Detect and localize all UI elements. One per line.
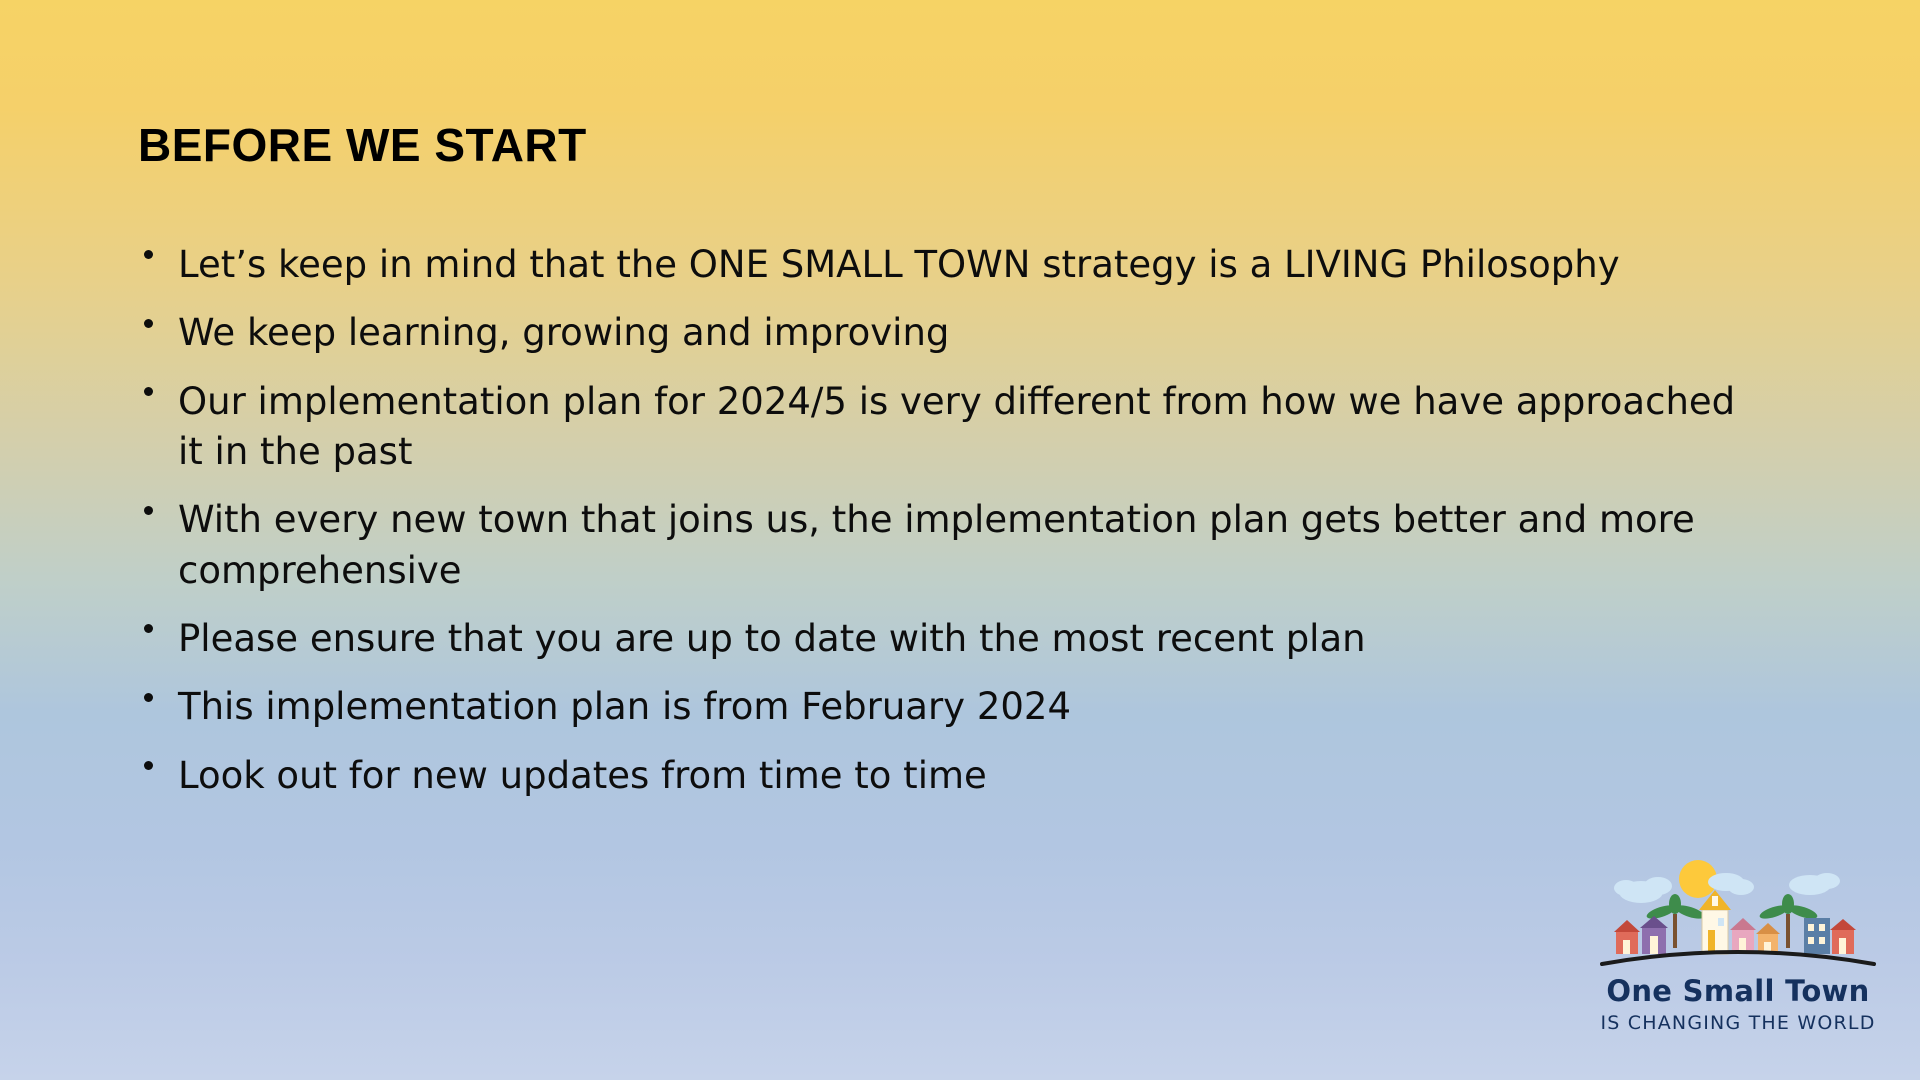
list-item-text: We keep learning, growing and improving: [178, 311, 950, 355]
list-item-text: With every new town that joins us, the implementation plan gets better and more comprehensive: [178, 498, 1695, 592]
list-item-text: Please ensure that you are up to date with the most recent plan: [178, 616, 1366, 660]
bullet-dot-icon: [144, 761, 153, 770]
list-item-text: Our implementation plan for 2024/5 is very different from how we have approached it in the past: [178, 379, 1736, 473]
page-title: BEFORE WE START: [138, 119, 587, 171]
bullet-dot-icon: [144, 387, 153, 396]
bullet-dot-icon: [144, 319, 153, 328]
list-item: [132, 377, 1752, 478]
list-item: [132, 308, 1752, 358]
bullet-dot-icon: [144, 506, 153, 515]
list-item-text: Let’s keep in mind that the ONE SMALL TOWN strategy is a LIVING Philosophy: [178, 243, 1620, 286]
logo-name: One Small Town: [1606, 974, 1870, 1008]
bullet-list: [132, 240, 1752, 819]
list-item-text: Look out for new updates from time to time: [178, 753, 987, 797]
list-item: [132, 495, 1752, 596]
bullet-dot-icon: [144, 250, 153, 259]
logo: [1598, 852, 1878, 1052]
bullet-dot-icon: [144, 624, 153, 633]
list-item: [132, 682, 1752, 732]
logo-tagline: IS CHANGING THE WORLD: [1600, 1012, 1876, 1034]
list-item: [132, 240, 1752, 290]
list-item: [132, 614, 1752, 664]
town-skyline-icon: [1598, 852, 1878, 977]
bullet-dot-icon: [144, 693, 153, 702]
list-item: [132, 751, 1752, 801]
list-item-text: This implementation plan is from February 2024: [178, 685, 1072, 729]
